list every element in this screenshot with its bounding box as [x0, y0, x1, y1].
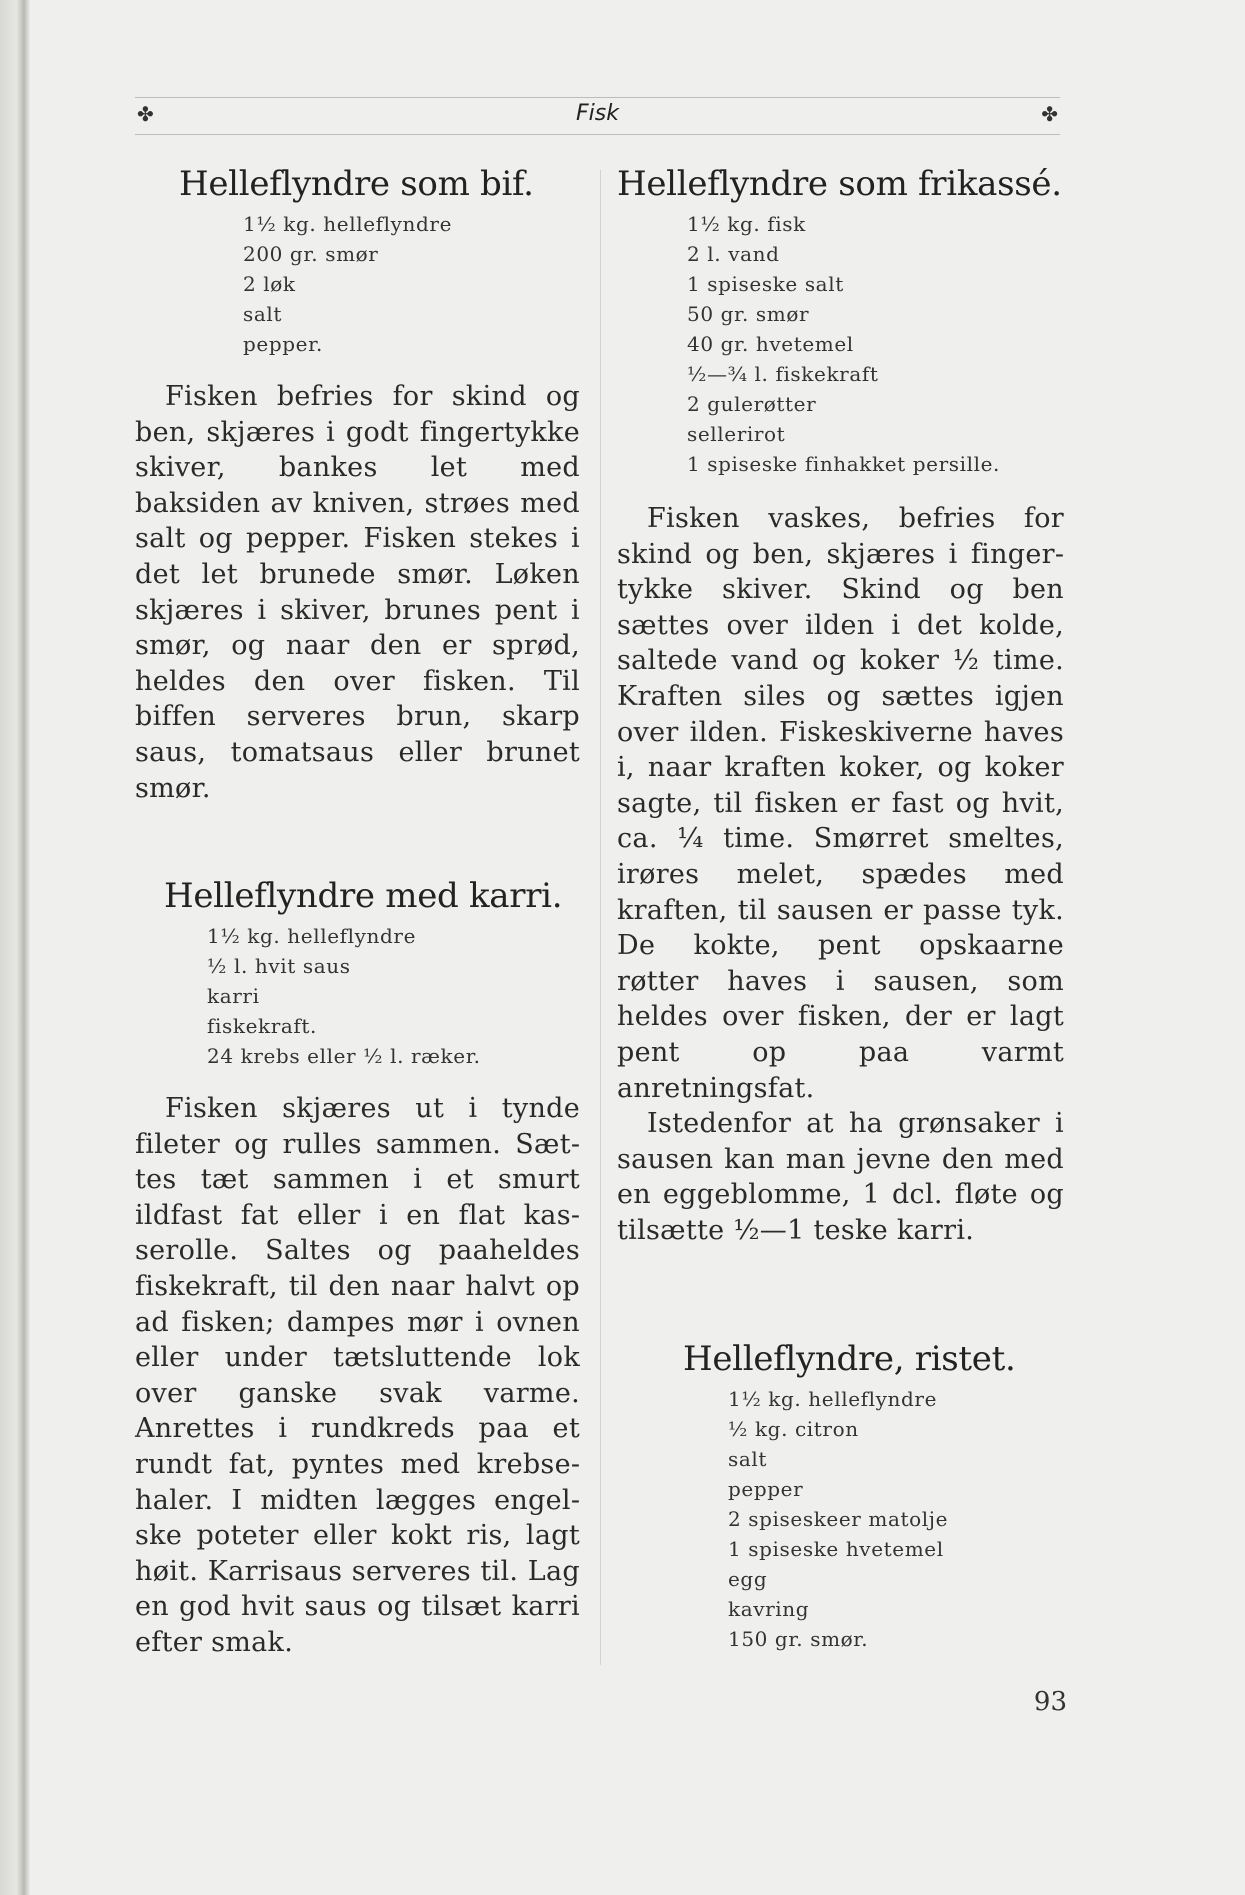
method-paragraph: Fisken skjæres ut i tynde fileter og rulles sammen. Sættes tæt sammen i et smurt ildfast fat eller i en flat kasserolle. Saltes og paaheldes fiskekraft, til den naar halvt op ad fisken; dampes mør i ovnen eller under tætsluttende lok over ganske svak varme. Anrettes i rundkreds paa et rundt fat, pyntes med krebsehaler. I midten lægges engelske poteter eller kokt ris, lagt høit. Karrisaus serveres til. Lag en god hvit saus og tilsæt karri efter smak. — [135, 1093, 580, 1658]
recipe-helleflyndre-som-bif — [135, 163, 580, 806]
ingredient: salt — [728, 1447, 768, 1471]
recipe-helleflyndre-ristet — [617, 1338, 1064, 1654]
ingredient: 2 l. vand — [687, 242, 780, 266]
ingredient: ½—¾ l. fiskekraft — [687, 362, 879, 386]
method-paragraph: Istedenfor at ha grønsaker i sausen kan man jevne den med en eggeblomme, 1 dcl. fløte og tilsætte ½—1 teske karri. — [617, 1108, 1064, 1246]
ornament-left-icon: ✤ — [137, 102, 154, 126]
ingredient: 150 gr. smør. — [728, 1627, 869, 1651]
ingredient: ½ l. hvit saus — [207, 954, 351, 978]
ingredient: 1 spiseske salt — [687, 272, 844, 296]
ingredient-list — [728, 1384, 1064, 1654]
ingredient-list — [243, 209, 580, 359]
running-header — [135, 100, 1060, 132]
ingredient: 2 gulerøtter — [687, 392, 817, 416]
ornament-right-icon: ✤ — [1041, 102, 1058, 126]
header-rule-bottom — [135, 134, 1060, 135]
method-paragraph: Fisken befries for skind og ben, skjæres i godt fingertykke skiver, bankes let med baksiden av kniven, strøes med salt og pepper. Fisken stekes i det let brunede smør. Løken skjæres i skiver, brunes pent i smør, og naar den er sprød, heldes den over fisken. Til biffen serveres brun, skarp saus, tomatsaus eller brunet smør. — [135, 381, 580, 804]
running-title: Fisk — [576, 101, 619, 126]
column-divider — [600, 170, 601, 1665]
ingredient: 1½ kg. fisk — [687, 212, 806, 236]
page-number: 93 — [1033, 1687, 1067, 1717]
header-rule-top — [135, 97, 1060, 98]
ingredient: 1½ kg. helleflyndre — [207, 924, 417, 948]
book-spine-shadow — [0, 0, 30, 1895]
ingredient: 1 spiseske hvetemel — [728, 1537, 944, 1561]
ingredient: 1 spiseske finhakket persille. — [687, 452, 1001, 476]
ingredient: 200 gr. smør — [243, 242, 379, 266]
recipe-method — [135, 1091, 580, 1661]
recipe-title: Helleflyndre med karri. — [164, 876, 563, 916]
ingredient-list — [687, 209, 1064, 479]
method-paragraph: Fisken vaskes, befries for skind og ben, skjæres i fingertykke skiver. Skind og ben sættes over ilden i det kolde, saltede vand og koker ½ time. Kraften siles og sættes igjen over ilden. Fiskeskiverne haves i, naar kraften koker, og koker sagte, til fisken er fast og hvit, ca. ¼ time. Smørret smeltes, irøres melet, spædes med kraften, til sausen er passe tyk. De kokte, pent opskaarne røtter haves i sausen, som heldes over fisken, der er lagt pent op paa varmt anretningsfat. — [617, 503, 1064, 1104]
recipe-title: Helleflyndre som frikassé. — [617, 164, 1062, 204]
ingredient: pepper. — [243, 332, 324, 356]
ingredient: 1½ kg. helleflyndre — [243, 212, 453, 236]
ingredient-list — [207, 921, 580, 1071]
recipe-method — [617, 501, 1064, 1248]
recipe-title: Helleflyndre, ristet. — [683, 1339, 1016, 1379]
ingredient: 50 gr. smør — [687, 302, 810, 326]
ingredient: karri — [207, 984, 260, 1008]
ingredient: kavring — [728, 1597, 810, 1621]
ingredient: salt — [243, 302, 283, 326]
ingredient: 2 løk — [243, 272, 296, 296]
recipe-title: Helleflyndre som bif. — [179, 164, 534, 204]
ingredient: sellerirot — [687, 422, 786, 446]
recipe-helleflyndre-som-frikasse — [617, 163, 1064, 1248]
ingredient: 40 gr. hvetemel — [687, 332, 854, 356]
recipe-method — [135, 379, 580, 806]
ingredient: ½ kg. citron — [728, 1417, 859, 1441]
recipe-helleflyndre-med-karri — [135, 875, 580, 1661]
ingredient: 2 spiseskeer matolje — [728, 1507, 949, 1531]
ingredient: 1½ kg. helleflyndre — [728, 1387, 938, 1411]
ingredient: egg — [728, 1567, 768, 1591]
ingredient: pepper — [728, 1477, 804, 1501]
ingredient: 24 krebs eller ½ l. ræker. — [207, 1044, 481, 1068]
ingredient: fiskekraft. — [207, 1014, 318, 1038]
